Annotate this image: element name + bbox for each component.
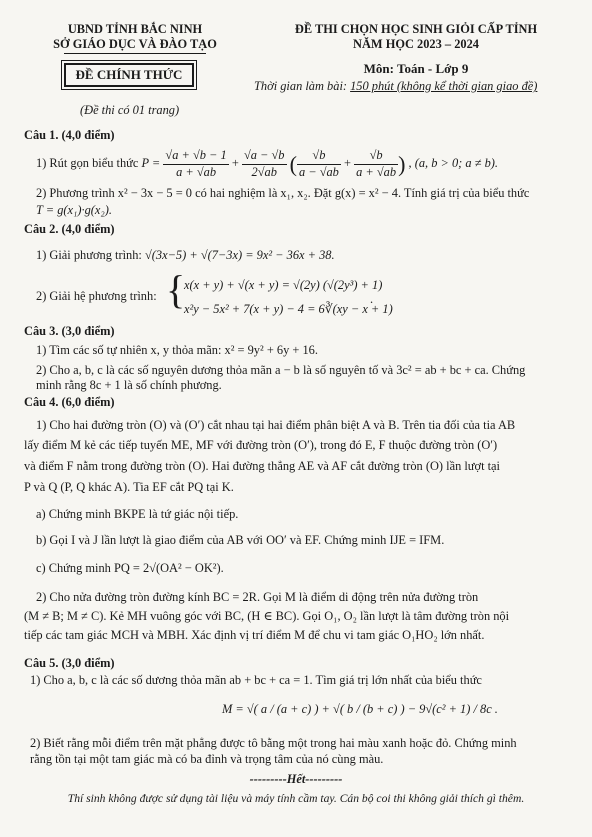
q4-part-b: b) Gọi I và J lần lượt là giao điểm của AB với OO′ và EF. Chứng minh IJE = IFM.	[36, 533, 445, 547]
q1-fraction-4	[354, 148, 398, 180]
q1-part1-text: 1) Rút gọn biểu thức	[36, 155, 142, 170]
q5-part1: 1) Cho a, b, c là các số dương thỏa mãn ab + bc + ca = 1. Tìm giá trị lớn nhất của biểu thức	[30, 673, 482, 687]
q5-m-expression: M = √( a / (a + c) ) + √( b / (b + c) ) − 9√(c² + 1) / 8c .	[222, 702, 498, 716]
province-committee: UBND TỈNH BẮC NINH	[67, 22, 203, 36]
q1-f1-num: √a + √b − 1	[163, 148, 228, 165]
q1-f3-num: √b	[297, 148, 341, 165]
q4-title: Câu 4. (6,0 điểm)	[24, 395, 115, 409]
q4-part1-line4: P và Q (P, Q khác A). Tia EF cắt PQ tại K.	[24, 480, 234, 494]
q1-title: Câu 1. (4,0 điểm)	[24, 128, 115, 142]
department-name: SỞ GIÁO DỤC VÀ ĐÀO TẠO	[53, 37, 217, 51]
q3-title: Câu 3. (3,0 điểm)	[24, 324, 115, 338]
q1-f4-num: √b	[354, 148, 398, 165]
q1-f2-den: 2√ab	[251, 164, 277, 179]
q1-fraction-3	[297, 148, 341, 180]
exam-title: ĐỀ THI CHỌN HỌC SINH GIỎI CẤP TỈNH	[294, 22, 538, 36]
subject: Môn: Toán - Lớp 9	[363, 61, 469, 76]
end-mark: ---------Hết---------	[249, 772, 343, 786]
q4-part1-line1: 1) Cho hai đường tròn (O) và (O′) cắt nhau tại hai điểm phân biệt A và B. Trên tia đối của tia AB	[36, 418, 516, 432]
system-line-1: x(x + y) + √(x + y) = √(2y) (√(2y³) + 1)	[184, 278, 383, 292]
q2-part1-text: 1) Giải phương trình:	[36, 248, 145, 262]
q1-f1-den: a + √ab	[176, 164, 217, 179]
time-value: 150 phút (không kể thời gian giao đề)	[350, 79, 538, 93]
q3-part2-line2: minh rằng 8c + 1 là số chính phương.	[36, 378, 222, 392]
header-left-underline	[64, 53, 206, 54]
q2-part2-text: 2) Giải hệ phương trình:	[36, 289, 157, 303]
time-allowed	[254, 79, 537, 95]
q1-fraction-1	[163, 148, 228, 180]
q5-part2-line2: rằng tồn tại một tam giác mà có ba đỉnh và trọng tâm của nó cùng màu.	[30, 752, 384, 766]
q1-f4-den: a + √ab	[356, 164, 397, 179]
q3-part1: 1) Tìm các số tự nhiên x, y thỏa mãn: x² = 9y² + 6y + 16.	[36, 343, 318, 357]
q2-equation: √(3x−5) + √(7−3x) = 9x² − 36x + 38.	[144, 248, 335, 262]
official-label: ĐỀ CHÍNH THỨC	[64, 63, 194, 87]
q1-f3-den: a − √ab	[298, 164, 339, 179]
q5-title: Câu 5. (3,0 điểm)	[24, 656, 115, 670]
school-year: NĂM HỌC 2023 – 2024	[353, 37, 479, 51]
system-brace: {	[166, 267, 186, 312]
q4-part1-line3: và điểm F nằm trong đường tròn (O). Hai đường thẳng AE và AF cắt đường tròn (O) lần lượt tại	[24, 459, 500, 473]
q1-p-label: P =	[141, 155, 161, 170]
q3-part2-line1: 2) Cho a, b, c là các số nguyên dương thỏa mãn a − b là số nguyên tố và 3c² = ab + bc + ca. Chứng	[36, 363, 526, 377]
pages-note: (Đề thi có 01 trang)	[80, 103, 180, 117]
q4-part2-line3: tiếp các tam giác MCH và MBH. Xác định vị trí điểm M để chu vi tam giác O₁HO₂ lớn nhất.	[24, 628, 485, 642]
system-line-2: x²y − 5x² + 7(x + y) − 4 = 6∛(xy − x + 1)	[184, 302, 393, 316]
time-prefix: Thời gian làm bài:	[254, 79, 351, 93]
q2-part1	[36, 248, 335, 264]
q1-part1: 1) Rút gọn biểu thức P = $\frac{√a + √b - 1}{a + √ab}$ + $\frac{√a - √b}{2√ab}$ ( $\frac{√b}{a - √ab}$ + $\frac{√b}{a + √ab}$ ) , (a, b > 0; a ≠ b).	[36, 148, 498, 179]
q1-condition: , (a, b > 0; a ≠ b).	[408, 155, 498, 170]
q4-part1-line2: lấy điểm M kẻ các tiếp tuyến ME, MF với đường tròn (O′), trong đó E, F thuộc đường tròn (O′)	[24, 438, 498, 452]
q1-part2-line1: 2) Phương trình x² − 3x − 5 = 0 có hai nghiệm là x₁, x₂. Đặt g(x) = x² − 4. Tính giá trị của biểu thức	[36, 186, 530, 200]
q1-part2-line2: T = g(x₁)·g(x₂).	[36, 203, 112, 217]
q2-title: Câu 2. (4,0 điểm)	[24, 222, 115, 236]
q4-part-a: a) Chứng minh BKPE là tứ giác nội tiếp.	[36, 507, 239, 521]
q4-part2-line1: 2) Cho nửa đường tròn đường kính BC = 2R. Gọi M là điểm di động trên nửa đường tròn	[36, 590, 479, 604]
system-end: .	[370, 292, 374, 306]
q1-f2-num: √a − √b	[242, 148, 287, 165]
q4-part2-line2: (M ≠ B; M ≠ C). Kẻ MH vuông góc với BC, (H ∈ BC). Gọi O₁, O₂ lần lượt là tâm đường tròn nội	[24, 609, 510, 623]
q5-part2-line1: 2) Biết rằng mỗi điểm trên mặt phẳng được tô bằng một trong hai màu xanh hoặc đỏ. Chứng minh	[30, 736, 517, 750]
footer-note: Thí sinh không được sử dụng tài liệu và máy tính cầm tay. Cán bộ coi thi không giải thích gì thêm.	[67, 792, 525, 805]
q4-part-c: c) Chứng minh PQ = 2√(OA² − OK²).	[36, 561, 224, 575]
q1-fraction-2	[242, 148, 287, 180]
